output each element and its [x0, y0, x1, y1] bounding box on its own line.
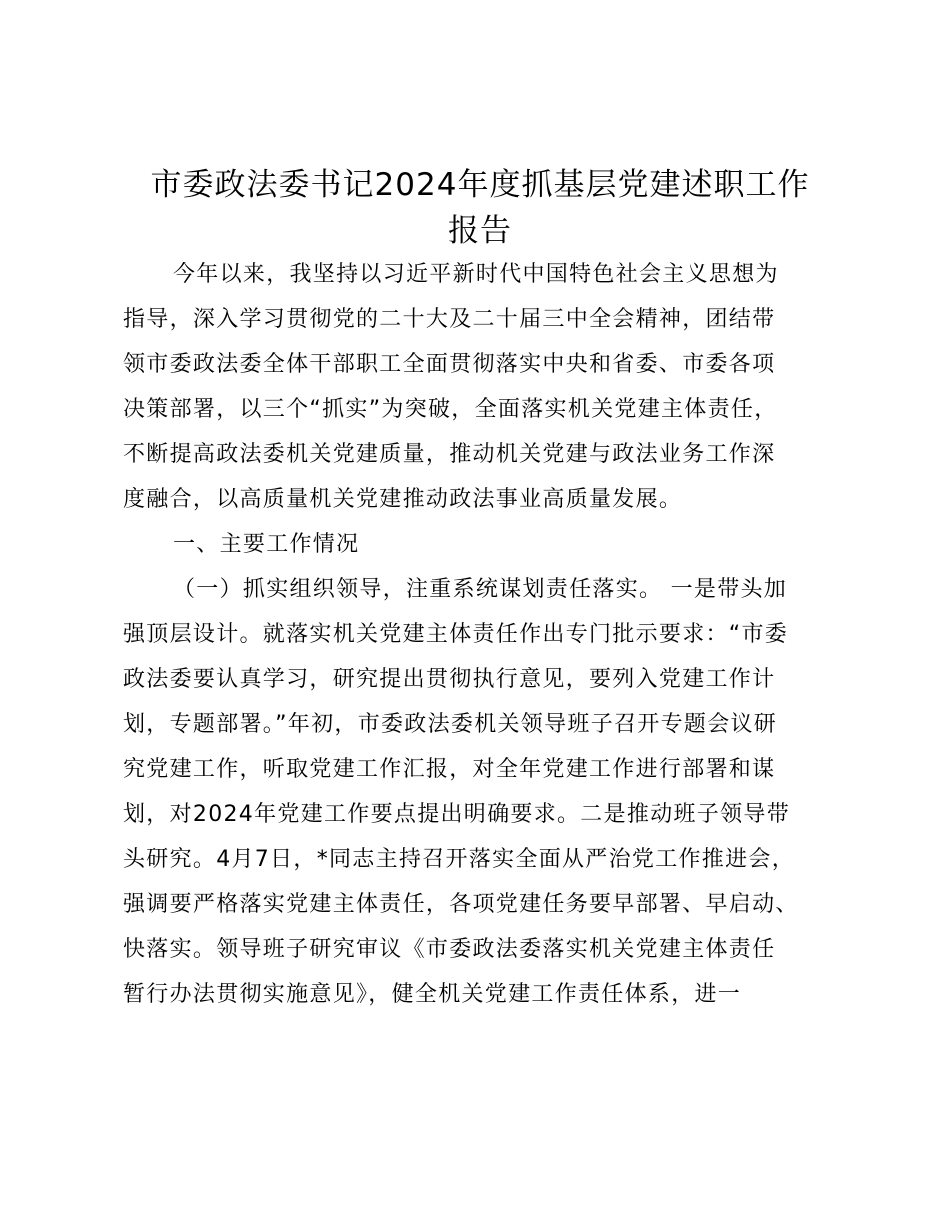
paragraph-line: 划，对2024年党建工作要点提出明确要求。二是推动班子领导带: [123, 802, 790, 827]
paragraph-line: 政法委要认真学习，研究提出贯彻执行意见，要列入党建工作计: [123, 667, 776, 692]
paragraph-line: 划，专题部署。”年初，市委政法委机关领导班子召开专题会议研: [123, 712, 778, 737]
paragraph-line: 度融合，以高质量机关党建推动政法事业高质量发展。: [123, 487, 683, 512]
paragraph-line: 指导，深入学习贯彻党的二十大及二十届三中全会精神，团结带: [123, 307, 776, 332]
paragraph-line: 快落实。领导班子研究审议《市委政法委落实机关党建主体责任: [123, 937, 776, 962]
document-title-line-1: 市委政法委书记2024年度抓基层党建述职工作: [150, 167, 810, 203]
paragraph-line: 暂行办法贯彻实施意见》，健全机关党建工作责任体系，进一: [123, 982, 742, 1007]
paragraph-line: 今年以来，我坚持以习近平新时代中国特色社会主义思想为: [173, 262, 779, 287]
paragraph-line: 强顶层设计。就落实机关党建主体责任作出专门批示要求：“市委: [123, 622, 789, 647]
paragraph-line: 决策部署，以三个“抓实”为突破，全面落实机关党建主体责任，: [123, 397, 778, 422]
paragraph-line: （一）抓实组织领导，注重系统谋划责任落实。 一是带头加: [173, 577, 788, 602]
paragraph-line: 头研究。4月7日，*同志主持召开落实全面从严治党工作推进会，: [123, 847, 795, 872]
section-heading: 一、主要工作情况: [173, 532, 360, 557]
paragraph-line: 领市委政法委全体干部职工全面贯彻落实中央和省委、市委各项: [123, 352, 776, 377]
paragraph-line: 究党建工作，听取党建工作汇报，对全年党建工作进行部署和谋: [123, 757, 776, 782]
paragraph-line: 强调要严格落实党建主体责任，各项党建任务要早部署、早启动、: [123, 892, 799, 917]
paragraph-line: 不断提高政法委机关党建质量，推动机关党建与政法业务工作深: [123, 442, 776, 467]
document-title-line-2: 报告: [448, 213, 512, 249]
